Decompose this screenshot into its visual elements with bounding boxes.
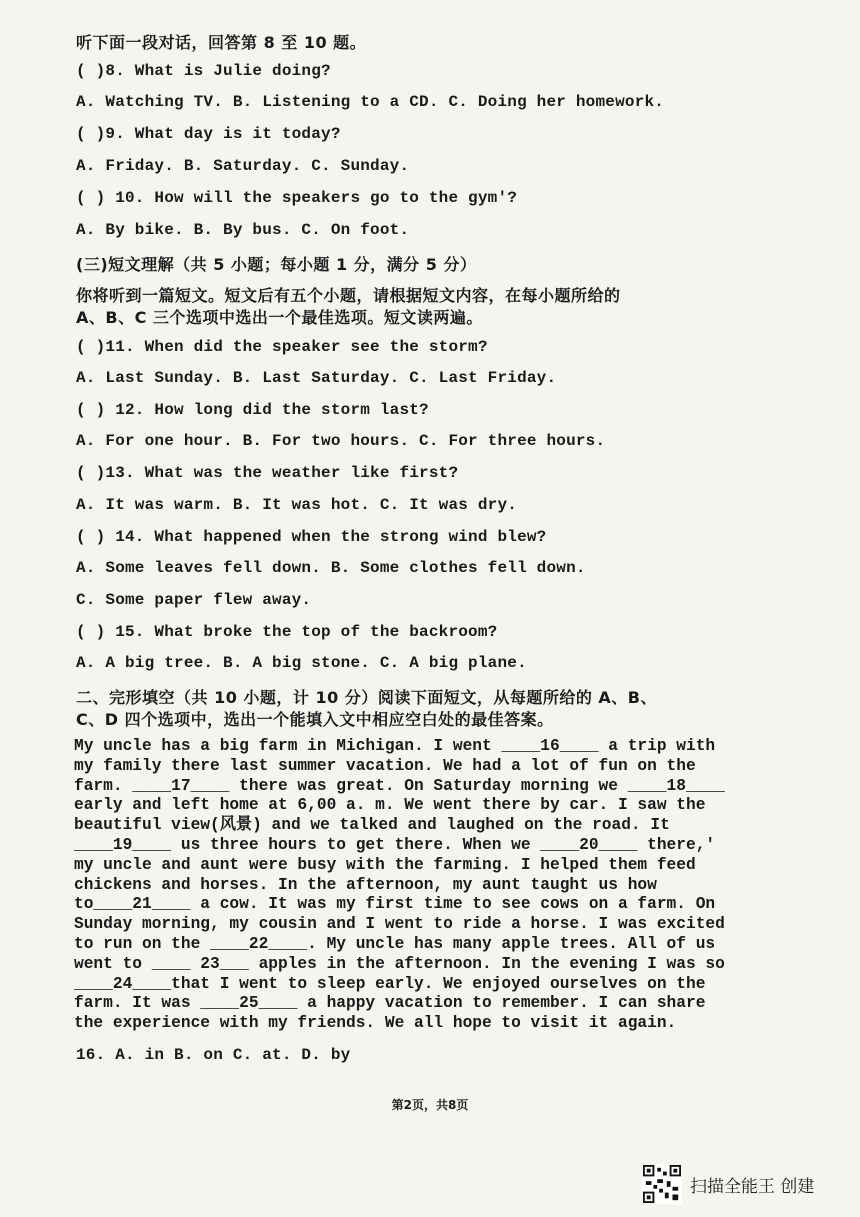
page-footer: 第2页，共8页 bbox=[391, 1098, 469, 1112]
cloze-title-1: 二、完形填空（共 10 小题，计 10 分）阅读下面短文，从每题所给的 A、B、 bbox=[76, 688, 657, 707]
question-9: ( )9. What day is it today? bbox=[76, 125, 341, 143]
section3-desc-1: 你将听到一篇短文。短文后有五个小题，请根据短文内容，在每小题所给的 bbox=[76, 286, 621, 305]
question-13: ( )13. What was the weather like first? bbox=[76, 464, 459, 482]
passage-line: ____24____that I went to sleep early. We enjoyed ourselves on the bbox=[74, 974, 706, 993]
passage-line: My uncle has a big farm in Michigan. I went ____16____ a trip with bbox=[74, 737, 716, 755]
passage-line: my family there last summer vacation. We had a lot of fun on the bbox=[74, 756, 696, 775]
passage-line: to run on the ____22____. My uncle has many apple trees. All of us bbox=[74, 934, 716, 953]
section3-title: (三)短文理解（共 5 小题；每小题 1 分，满分 5 分） bbox=[76, 255, 477, 274]
options-13: A. It was warm. B. It was hot. C. It was dry. bbox=[76, 496, 518, 514]
options-10: A. By bike. B. By bus. C. On foot. bbox=[76, 221, 410, 239]
options-8: A. Watching TV. B. Listening to a CD. C. Doing her homework. bbox=[76, 93, 665, 111]
options-14-ab: A. Some leaves fell down. B. Some clothes fell down. bbox=[76, 559, 586, 577]
passage-line: Sunday morning, my cousin and I went to ride a horse. I was excited bbox=[74, 915, 725, 934]
question-16: 16. A. in B. on C. at. D. by bbox=[76, 1046, 351, 1064]
passage-line: chickens and horses. In the afternoon, my aunt taught us how bbox=[74, 875, 657, 894]
watermark-text: 扫描全能王 创建 bbox=[690, 1176, 815, 1197]
options-11: A. Last Sunday. B. Last Saturday. C. Last Friday. bbox=[76, 369, 557, 387]
question-11: ( )11. When did the speaker see the storm? bbox=[76, 338, 488, 356]
passage-line: went to ____ 23___ apples in the afternoon. In the evening I was so bbox=[74, 954, 725, 973]
section-intro: 听下面一段对话，回答第 8 至 10 题。 bbox=[76, 33, 367, 52]
options-14-c: C. Some paper flew away. bbox=[76, 591, 312, 609]
options-15: A. A big tree. B. A big stone. C. A big plane. bbox=[76, 654, 527, 672]
passage-line: the experience with my friends. We all hope to visit it again. bbox=[74, 1014, 677, 1033]
passage-line: to____21____ a cow. It was my first time to see cows on a farm. On bbox=[74, 895, 716, 914]
question-10: ( ) 10. How will the speakers go to the gym'? bbox=[76, 189, 518, 207]
cloze-title-2: C、D 四个选项中，选出一个能填入文中相应空白处的最佳答案。 bbox=[76, 710, 554, 729]
options-12: A. For one hour. B. For two hours. C. For three hours. bbox=[76, 432, 606, 450]
question-14: ( ) 14. What happened when the strong wind blew? bbox=[76, 528, 547, 546]
passage-line: farm. It was ____25____ a happy vacation to remember. I can share bbox=[74, 994, 706, 1013]
question-15: ( ) 15. What broke the top of the backroom? bbox=[76, 623, 498, 641]
question-12: ( ) 12. How long did the storm last? bbox=[76, 401, 429, 419]
passage-line: beautiful view(风景) and we talked and laughed on the road. It bbox=[74, 816, 670, 835]
scanner-watermark bbox=[642, 1163, 814, 1205]
cloze-passage bbox=[74, 737, 734, 1034]
passage-line: ____19____ us three hours to get there. When we ____20____ there,' bbox=[74, 835, 716, 854]
question-8: ( )8. What is Julie doing? bbox=[76, 62, 331, 80]
section3-desc-2: A、B、C 三个选项中选出一个最佳选项。短文读两遍。 bbox=[76, 308, 483, 327]
qr-code-icon bbox=[642, 1164, 682, 1204]
passage-line: my uncle and aunt were busy with the farming. I helped them feed bbox=[74, 855, 696, 874]
passage-line: early and left home at 6,00 a. m. We went there by car. I saw the bbox=[74, 796, 706, 815]
passage-line: farm. ____17____ there was great. On Saturday morning we ____18____ bbox=[74, 776, 725, 795]
options-9: A. Friday. B. Saturday. C. Sunday. bbox=[76, 157, 410, 175]
